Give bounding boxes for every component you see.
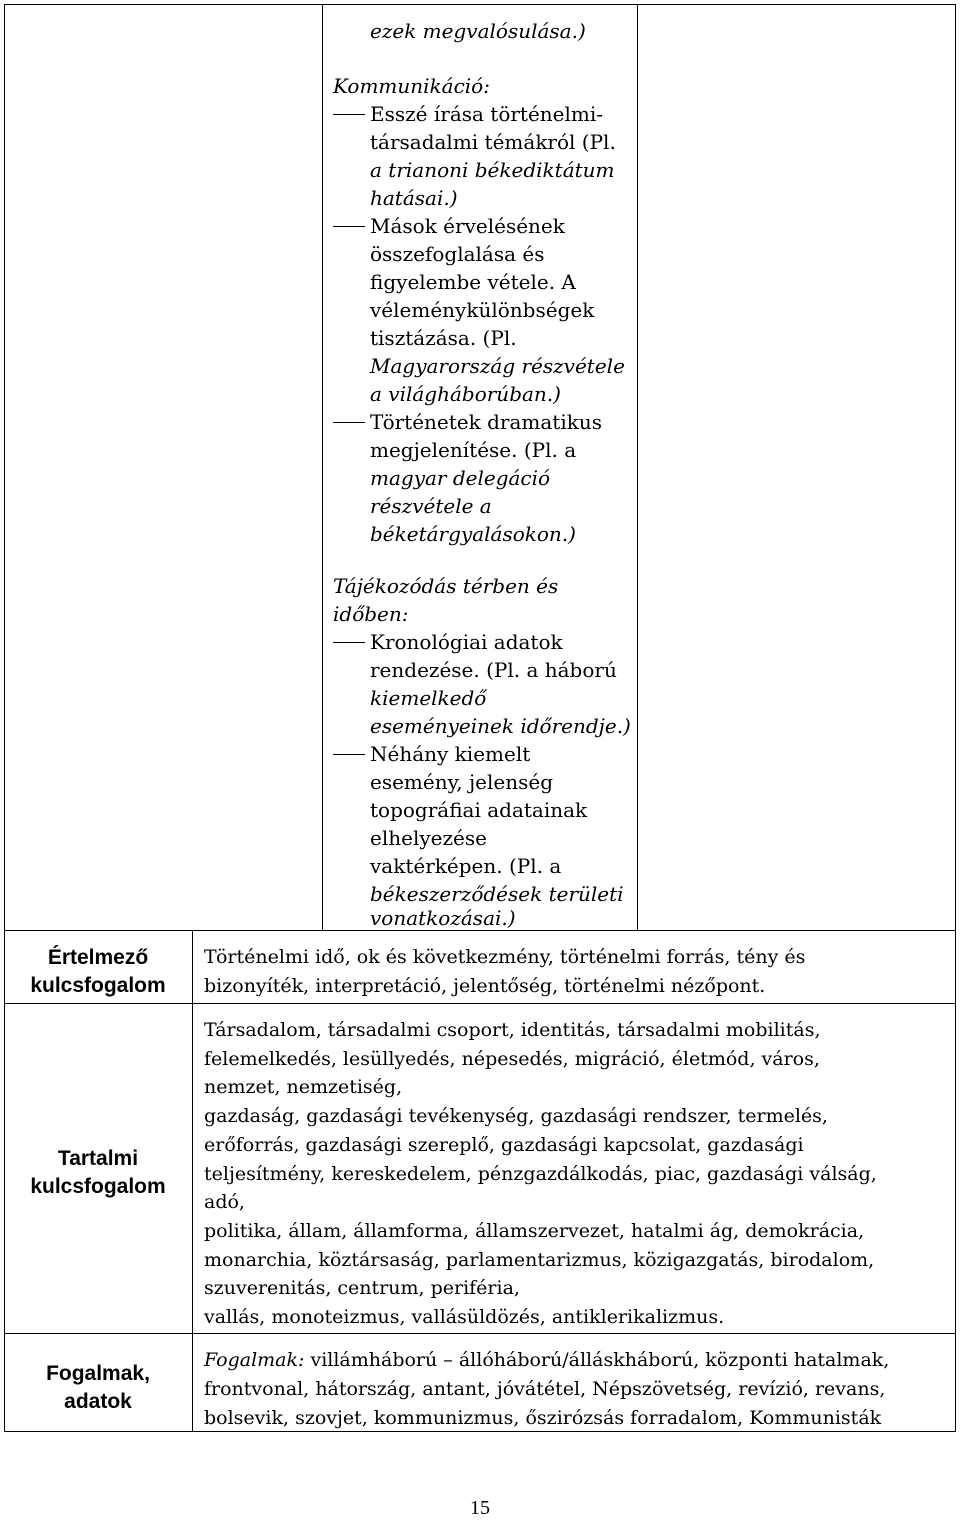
row-label-fogalmak: Fogalmak, adatok [46, 1362, 150, 1413]
page-number: 15 [470, 1497, 490, 1519]
tartalmi-line: adó, [204, 1191, 245, 1214]
list-item-line: Néhány kiemelt [370, 742, 531, 766]
list-item-line: a trianoni békediktátum [370, 158, 615, 182]
table-row-divider-2 [4, 1003, 956, 1004]
tartalmi-line: Társadalom, társadalmi csoport, identitás, társadalmi mobilitás, [204, 1019, 821, 1041]
list-item-line: békeszerződések területi [370, 882, 624, 906]
fogalmak-line: Fogalmak: villámháború – állóháború/álláskháború, központi hatalmak, [204, 1349, 890, 1371]
list-item-line: vaktérképen. (Pl. a [370, 854, 562, 878]
list-item-line: esemény, jelenség [370, 770, 554, 794]
tartalmi-line: szuverenitás, centrum, periféria, [204, 1277, 520, 1300]
list-item-line: részvétele a [370, 494, 492, 518]
row-label-tartalmi: Tartalmi kulcsfogalom [30, 1147, 166, 1198]
tartalmi-line: vallás, monoteizmus, vallásüldözés, antiklerikalizmus. [204, 1306, 725, 1328]
row-label-ertelmezo: Értelmező kulcsfogalom [30, 946, 166, 997]
list-item-line: kiemelkedő [370, 686, 487, 710]
list-item-line: a világháborúban.) [370, 382, 561, 406]
table-border-right-lower [955, 930, 956, 1431]
list-dash [333, 422, 365, 423]
ertelmezo-line: Történelmi idő, ok és következmény, történelmi forrás, tény és [204, 946, 806, 968]
list-item-line: eseményeinek időrendje.) [370, 714, 631, 738]
list-item-line: vonatkozásai.) [370, 906, 516, 930]
list-item-line: Mások érvelésének [370, 214, 565, 238]
fogalmak-prefix: Fogalmak: [204, 1349, 305, 1371]
list-item-line: figyelembe vétele. A [370, 270, 576, 294]
list-item-line: társadalmi témákról (Pl. [370, 130, 616, 154]
list-item-line: topográfiai adatainak [370, 798, 588, 822]
section-heading-orientation: időben: [333, 602, 409, 626]
table-row-divider-3 [4, 1333, 956, 1334]
list-dash [333, 642, 365, 643]
list-item-line: Magyarország részvétele [370, 354, 625, 378]
list-item-line: Kronológiai adatok [370, 630, 563, 654]
list-item-line: megjelenítése. (Pl. a [370, 438, 577, 462]
list-item-line: Esszé írása történelmi- [370, 102, 604, 126]
tartalmi-line: gazdaság, gazdasági tevékenység, gazdasági rendszer, termelés, [204, 1105, 828, 1128]
list-item-line: véleménykülönbségek [370, 298, 595, 322]
tartalmi-line: teljesítmény, kereskedelem, pénzgazdálkodás, piac, gazdasági válság, [204, 1162, 877, 1185]
continuation-text: ezek megvalósulása.) [370, 19, 586, 43]
list-item-line: összefoglalása és [370, 242, 545, 266]
section-heading-orientation: Tájékozódás térben és [333, 574, 559, 598]
tartalmi-line: felemelkedés, lesüllyedés, népesedés, migráció, életmód, város, [204, 1047, 820, 1070]
tartalmi-line: erőforrás, gazdasági szereplő, gazdasági kapcsolat, gazdasági [204, 1133, 804, 1156]
fogalmak-line: frontvonal, hátország, antant, jóvátétel, Népszövetség, revízió, revans, [204, 1378, 886, 1400]
section-heading-communication: Kommunikáció: [333, 74, 490, 98]
list-item-line: magyar delegáció [370, 466, 551, 490]
fogalmak-line: bolsevik, szovjet, kommunizmus, őszirózsás forradalom, Kommunisták [204, 1407, 882, 1429]
list-dash [333, 114, 365, 115]
list-item-line: tisztázása. (Pl. [370, 326, 517, 350]
table-border-col2-upper [322, 4, 323, 930]
tartalmi-line: monarchia, köztársaság, parlamentarizmus, közigazgatás, birodalom, [204, 1248, 875, 1271]
list-item-line: elhelyezése [370, 826, 487, 850]
tartalmi-line: nemzet, nemzetiség, [204, 1076, 403, 1099]
table-border-right-upper [955, 4, 956, 930]
list-item-line: Történetek dramatikus [370, 410, 602, 434]
table-border-top [4, 4, 956, 5]
table-border-col3-upper [637, 4, 638, 930]
tartalmi-line: politika, állam, államforma, államszervezet, hatalmi ág, demokrácia, [204, 1219, 865, 1242]
list-item-line: hatásai.) [370, 186, 458, 210]
list-item-line: béketárgyalásokon.) [370, 522, 576, 546]
list-dash [333, 754, 365, 755]
table-border-left [4, 4, 5, 1431]
ertelmezo-line: bizonyíték, interpretáció, jelentőség, történelmi nézőpont. [204, 975, 766, 997]
list-dash [333, 226, 365, 227]
table-border-label-divider [192, 930, 193, 1431]
list-item-line: rendezése. (Pl. a háború [370, 658, 617, 682]
